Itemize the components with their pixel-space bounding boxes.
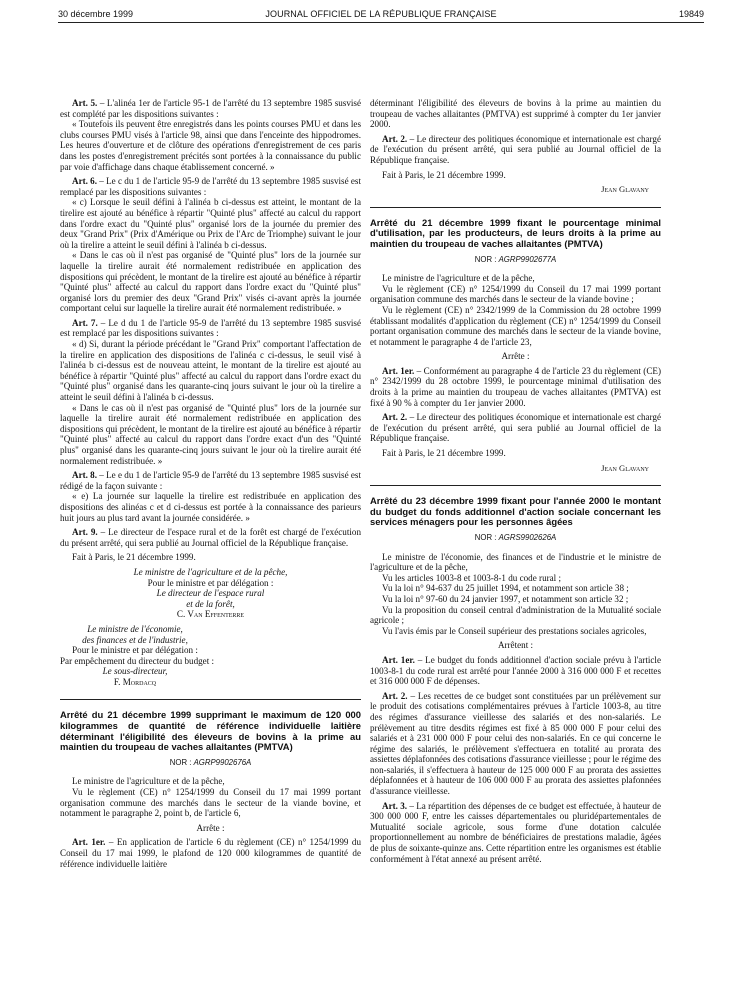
separator: [370, 207, 661, 208]
decree-2-signature: Jean Glavany: [601, 184, 649, 195]
decree-4-article-3: Art. 3. – La répartition des dépenses de ce budget est effectuée, à hauteur de 300 000 000 F, entre les caisses départementales ou pluridépartementales de Mutualité sociale agricole, sous forme d'une dotation calculée proportionnellement au nombre de bénéficiaires de prestations maladie, âgées de plus de soixante-quinze ans. Cette répartition entre les organismes est établie conformément à l'état annexé au présent arrêté.: [370, 800, 661, 864]
vu-articles: Vu les articles 1003-8 et 1003-8-1 du code rural ;: [382, 572, 562, 583]
article-5: Art. 5. – L'alinéa 1er de l'article 95-1 de l'arrêté du 13 septembre 1985 susvisé est complété par les dispositions suivantes :: [60, 98, 361, 119]
decree-4-article-1: Art. 1er. – Le budget du fonds additionnel d'action sociale prévu à l'article 1003-8-1 du code rural est arrêté pour l'année 2000 à 316 000 000 F et recettes et 316 000 000 F de dépenses.: [370, 654, 661, 687]
article-8: Art. 8. – Le e du 1 de l'article 95-9 de l'arrêté du 13 septembre 1985 susvisé est rédigé de la façon suivante :: [60, 470, 362, 491]
decree-3-article-2: Art. 2. – Le directeur des politiques économique et internationale est chargé de l'exécution du présent arrêté, qui sera publié au Journal officiel de la République française.: [370, 412, 662, 444]
vu-proposition: Vu la proposition du conseil central d'administration de la Mutualité sociale agricole ;: [370, 604, 661, 626]
arretent-heading: Arrêtent :: [497, 640, 534, 651]
separator: [370, 485, 661, 486]
vu-reglement-2: Vu le règlement (CE) n° 2342/1999 de la Commission du 28 octobre 1999 établissant modalités d'application du règlement (CE) n° 1254/1999 du Conseil portant organisation commune des marchés dans le secteur de la viande bovine, et notamment le paragraphe 4 de l'article 23,: [370, 304, 661, 347]
nor-reference-2: NOR : AGRP9902676A: [169, 757, 252, 767]
right-column: [370, 98, 661, 864]
vu-avis: Vu l'avis émis par le Conseil supérieur des prestations sociales agricoles,: [382, 625, 647, 636]
header-date: 30 décembre 1999: [58, 9, 134, 19]
signature-block-economie: Le ministre de l'économie, des finances et de l'industrie, Pour le ministre et par délégation : Par empêchement du directeur du budget : Le sous-directeur, F. Mordacq: [60, 623, 215, 687]
article-7-quote-2: « Dans le cas où il n'est pas organisé de "Quinté plus" lors de la journée sur laquelle la tirelire aurait été normalement redistribuée en application des dispositions qui précèdent, le montant de la tirelire est ajouté au bénéfice à répartir "Quinté plus" affecté au calcul du rapport dans l'ordre exact d'un des "Quinté plus" organisé dans les quarante-cinq jours suivant le jour où la tirelire aurait été normalement redistribuée. »: [60, 402, 361, 466]
article-9: Art. 9. – Le directeur de l'espace rural et de la forêt est chargé de l'exécution du présent arrêté, qui sera publié au Journal officiel de la République française.: [60, 527, 361, 548]
vu-loi-1997: Vu la loi n° 97-60 du 24 janvier 1997, et notamment son article 32 ;: [382, 593, 629, 604]
header-rule: [58, 22, 704, 23]
header-journal-title: JOURNAL OFFICIEL DE LA RÉPUBLIQUE FRANÇAISE: [265, 9, 497, 19]
minister-line: Le ministre de l'agriculture et de la pêche,: [72, 776, 225, 787]
decree-3-article-1: Art. 1er. – Conformément au paragraphe 4 de l'article 23 du règlement (CE) n° 2342/1999 du 28 octobre 1999, le pourcentage minimal d'utilisation des droits à la prime au maintien du troupeau de vaches allaitantes (PMTVA) est fixé à 90 % à compter du 1er janvier 2000.: [370, 365, 661, 408]
decree-3-signature: Jean Glavany: [601, 462, 649, 473]
arrete-heading: Arrête :: [501, 351, 530, 362]
fait-a-paris: Fait à Paris, le 21 décembre 1999.: [72, 552, 196, 563]
ministers-line: Le ministre de l'économie, des finances et de l'industrie et le ministre de l'agriculture et de la pêche,: [370, 551, 661, 573]
nor-reference-3: NOR : AGRP9902677A: [474, 254, 557, 264]
article-7: Art. 7. – Le d du 1 de l'article 95-9 de l'arrêté du 13 septembre 1985 susvisé est remplacé par les dispositions suivantes :: [60, 317, 361, 339]
decree-title-4: Arrêté du 23 décembre 1999 fixant pour l'année 2000 le montant du budget du fonds additionnel d'action sociale concernant les services ménagers pour les personnes âgées: [370, 495, 661, 528]
arrete-heading: Arrête :: [196, 822, 225, 833]
decree-3-fait: Fait à Paris, le 21 décembre 1999.: [382, 448, 506, 459]
decree-2-article-1: Art. 1er. – En application de l'article 6 du règlement (CE) n° 1254/1999 du Conseil du 17 mai 1999, le plafond de 120 000 kilogrammes de quantité de référence individuelle laitière: [60, 837, 361, 869]
article-6-quote-2: « Dans le cas où il n'est pas organisé de "Quinté plus" lors de la journée sur laquelle la tirelire aurait été normalement redistribuée en application des dispositions qui précèdent, le montant de la tirelire est ajouté au bénéfice à répartir "Quinté plus" affecté au calcul du rapport dans l'ordre exact du "Quinté plus" organisé lors du premier des deux "Grand Prix" visés ci-avant après la journée comportant celui sur laquelle la tirelire aurait été normalement redistribuée. »: [60, 250, 361, 314]
header-page-number: 19849: [678, 9, 704, 19]
decree-2-article-2: Art. 2. – Le directeur des politiques économique et internationale est chargé de l'exécution du présent arrêté, qui sera publié au Journal officiel de la République française.: [370, 133, 662, 165]
article-5-quote: « Toutefois ils peuvent être enregistrés dans les points courses PMU et dans les clubs courses PMU visés à l'article 98, ainsi que dans l'enceinte des hippodromes. Les heures d'ouverture et de clôture des opérations d'enregistrement de ces paris dans les postes d'enregistrement précités sont portées à la connaissance du public par voie d'affichage dans chaque établissement concerné. »: [60, 119, 361, 172]
decree-title-2: Arrêté du 21 décembre 1999 supprimant le maximum de 120 000 kilogrammes de quantité de référence individuelle laitière déterminant l'éligibilité des éleveurs de bovins à la prime au maintien du troupeau de vaches allaitantes (PMTVA): [60, 709, 361, 753]
nor-reference-4: NOR : AGRS9902626A: [474, 533, 557, 542]
decree-title-3: Arrêté du 21 décembre 1999 fixant le pourcentage minimal d'utilisation, par les producteurs, de leurs droits à la prime au maintien du troupeau de vaches allaitantes (PMTVA): [370, 216, 661, 249]
decree-2-fait: Fait à Paris, le 21 décembre 1999.: [382, 169, 506, 180]
page-header: [58, 7, 704, 21]
separator: [60, 699, 361, 700]
left-column: [60, 98, 361, 869]
vu-reglement-1: Vu le règlement (CE) n° 1254/1999 du Conseil du 17 mai 1999 portant organisation commune des marchés dans le secteur de la viande bovine ;: [370, 283, 661, 305]
decree-2-article-1-cont: déterminant l'éligibilité des éleveurs de bovins à la prime au maintien du troupeau de vaches allaitantes (PMTVA) est supprimé à compter du 1er janvier 2000.: [370, 98, 661, 130]
article-6-quote-1: « c) Lorsque le seuil défini à l'alinéa b ci-dessus est atteint, le montant de la tirelire est ajouté au bénéfice à répartir "Quinté plus" affecté au calcul du rapport dans l'ordre exact du "Quinté plus" organisé lors de la journée du premier des deux "Grand Prix" (Prix d'Amérique ou Prix de l'Arc de Triomphe) suivant le jour où la tirelire a atteint le seuil défini à l'alinéa b ci-dessus.: [60, 197, 361, 250]
article-8-quote: « e) La journée sur laquelle la tirelire est redistribuée en application des dispositions des alinéas c et d ci-dessus est portée à la connaissance des parieurs huit jours au plus tard avant la journée considérée. »: [60, 491, 361, 523]
minister-line: Le ministre de l'agriculture et de la pêche,: [382, 273, 535, 284]
signature-block-agriculture: Le ministre de l'agriculture et de la pêche, Pour le ministre et par délégation : Le directeur de l'espace rural et de la forêt, C. Van Effenterre: [133, 566, 288, 620]
decree-4-article-2: Art. 2. – Les recettes de ce budget sont constituées par un prélèvement sur le produit des cotisations complémentaires prévues à l'article 1003-8, au titre des régimes d'assurance vieillesse des salariés et des non-salariés. Le prélèvement au titre desdits régimes est fixé à 85 000 000 F pour celui des salariés et à 231 000 000 F pour celui des non-salariés. En ce qui concerne le régime des salariés, le prélèvement s'effectuera en totalité au prorata des assiettes déplafonnées des cotisations d'assurance vieillesse ; pour le régime des non-salariés, il s'effectuera à hauteur de 125 000 000 F au prorata des assiettes déplafonnées et à hauteur de 106 000 000 F au prorata des assiettes plafonnées d'assurance vieillesse.: [370, 690, 662, 797]
vu-loi-1994: Vu la loi n° 94-637 du 25 juillet 1994, et notamment son article 38 ;: [382, 583, 629, 594]
article-7-quote-1: « d) Si, durant la période précédant le "Grand Prix" comportant l'affectation de la tirelire en application des dispositions de l'alinéa c ci-dessus, le seuil visé à l'alinéa b ci-dessus est de nouveau atteint, le montant de la tirelire est ajouté au bénéfice à répartir "Quinté plus" affecté au calcul du rapport dans l'ordre exact du "Quinté plus" organisé dans les quarante-cinq jours suivant le jour où la tirelire a atteint le seuil défini à l'alinéa b ci-dessus.: [60, 339, 361, 403]
article-6: Art. 6. – Le c du 1 de l'article 95-9 de l'arrêté du 13 septembre 1985 susvisé est remplacé par les dispositions suivantes :: [60, 176, 362, 197]
vu-reglement: Vu le règlement (CE) n° 1254/1999 du Conseil du 17 mai 1999 portant organisation commune des marchés dans le secteur de la viande bovine, et notamment le paragraphe 2, point b, de l'article 6,: [60, 787, 361, 819]
